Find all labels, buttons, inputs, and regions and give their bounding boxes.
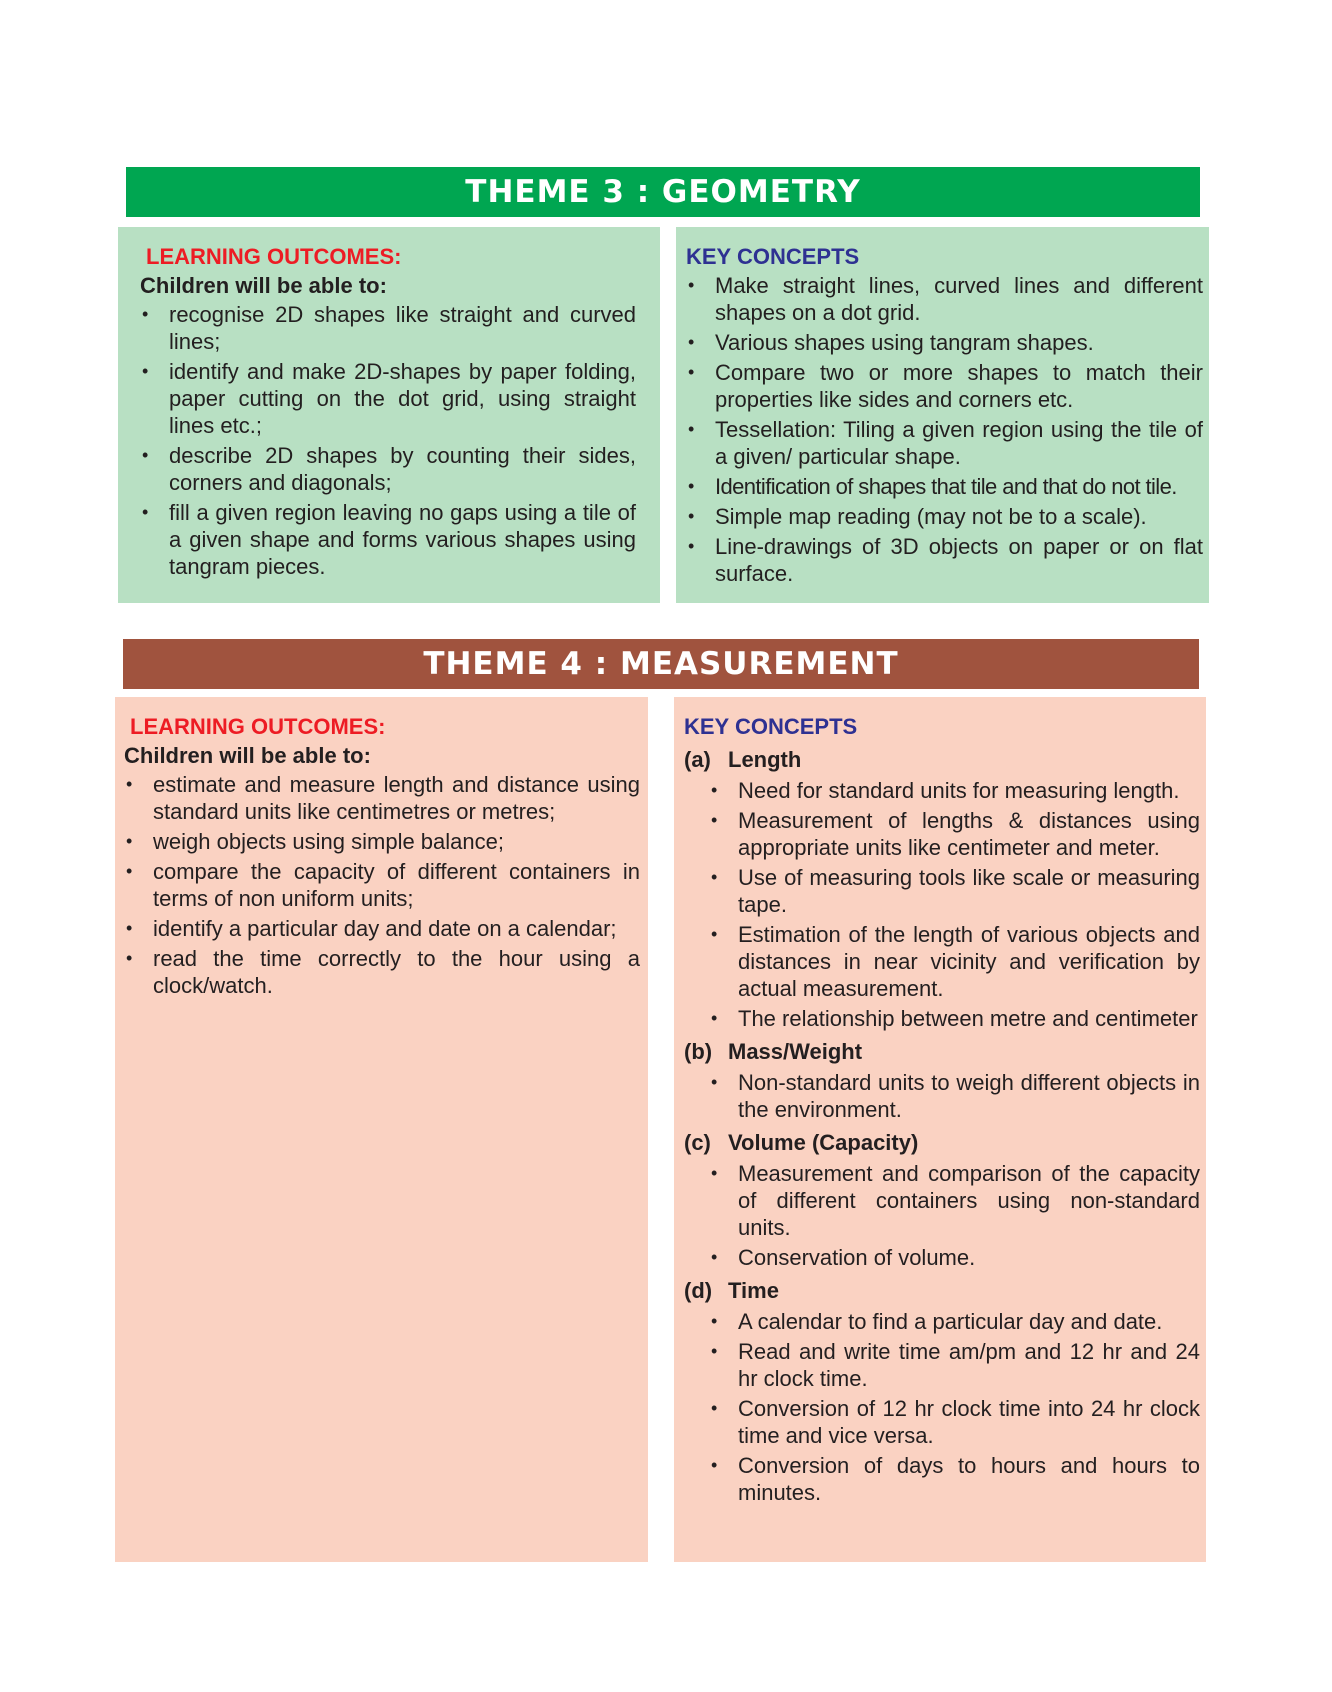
theme3-key-concepts-panel <box>676 227 1209 603</box>
list-item: • identify and make 2D-shapes by paper folding, paper cutting on the dot grid, using straight lines etc.; <box>140 358 636 439</box>
time-list <box>684 1308 1200 1506</box>
list-item: • Conservation of volume. <box>709 1244 1200 1271</box>
theme4-lo-list <box>124 771 640 999</box>
list-item: • recognise 2D shapes like straight and curved lines; <box>140 301 636 355</box>
list-item: • weigh objects using simple balance; <box>124 828 640 855</box>
list-item: • Conversion of 12 hr clock time into 24 hr clock time and vice versa. <box>709 1395 1200 1449</box>
list-item: • Read and write time am/pm and 12 hr and 24 hr clock time. <box>709 1338 1200 1392</box>
theme4-kc-heading: KEY CONCEPTS <box>684 714 858 739</box>
theme4-banner <box>123 639 1199 689</box>
list-item: • estimate and measure length and distance using standard units like centimetres or metres; <box>124 771 640 825</box>
list-item: • Tessellation: Tiling a given region using the tile of a given/ particular shape. <box>686 416 1203 470</box>
theme3-banner <box>126 167 1200 217</box>
list-item: • Non-standard units to weigh different objects in the environment. <box>709 1069 1200 1123</box>
section-tag: (b) <box>684 1039 713 1064</box>
theme4-lo-heading: LEARNING OUTCOMES: <box>130 714 386 739</box>
list-item: • Measurement and comparison of the capacity of different containers using non-standard units. <box>709 1160 1200 1241</box>
list-item: • Line-drawings of 3D objects on paper or on flat surface. <box>686 533 1203 587</box>
list-item: • Need for standard units for measuring length. <box>709 777 1200 804</box>
list-item: • compare the capacity of different containers in terms of non uniform units; <box>124 858 640 912</box>
volume-list <box>684 1160 1200 1271</box>
list-item: • Measurement of lengths & distances using appropriate units like centimeter and meter. <box>709 807 1200 861</box>
theme3-learning-outcomes-panel <box>118 227 660 603</box>
theme3-kc-list <box>686 272 1203 587</box>
list-item: • fill a given region leaving no gaps using a tile of a given shape and forms various shapes using tangram pieces. <box>140 499 636 580</box>
list-item: • Use of measuring tools like scale or measuring tape. <box>709 864 1200 918</box>
theme3-lo-list <box>140 301 636 580</box>
theme3-title: THEME 3 : GEOMETRY <box>465 174 861 210</box>
section-title: Volume (Capacity) <box>728 1130 919 1155</box>
list-item: • Estimation of the length of various objects and distances in near vicinity and verification by actual measurement. <box>709 921 1200 1002</box>
list-item: • Identification of shapes that tile and that do not tile. <box>686 473 1203 500</box>
section-title: Mass/Weight <box>728 1039 863 1064</box>
section-tag: (a) <box>684 747 711 772</box>
list-item: • read the time correctly to the hour using a clock/watch. <box>124 945 640 999</box>
section-title: Time <box>728 1278 779 1303</box>
section-heading-length <box>684 746 1200 773</box>
section-heading-volume <box>684 1129 1200 1156</box>
list-item: • describe 2D shapes by counting their sides, corners and diagonals; <box>140 442 636 496</box>
theme3-kc-heading: KEY CONCEPTS <box>686 244 860 269</box>
theme3-lo-heading: LEARNING OUTCOMES: <box>146 244 402 269</box>
section-heading-mass-weight <box>684 1038 1200 1065</box>
list-item: • Compare two or more shapes to match their properties like sides and corners etc. <box>686 359 1203 413</box>
section-tag: (d) <box>684 1278 713 1303</box>
theme4-learning-outcomes-panel <box>115 697 648 1562</box>
section-title: Length <box>728 747 802 772</box>
list-item: • Simple map reading (may not be to a scale). <box>686 503 1203 530</box>
list-item: • A calendar to find a particular day and date. <box>709 1308 1200 1335</box>
theme4-title: THEME 4 : MEASUREMENT <box>423 646 899 682</box>
theme3-lo-intro: Children will be able to: <box>140 273 387 298</box>
list-item: • identify a particular day and date on a calendar; <box>124 915 640 942</box>
theme4-key-concepts-panel <box>674 697 1206 1562</box>
section-tag: (c) <box>684 1130 711 1155</box>
mass-weight-list <box>684 1069 1200 1123</box>
list-item: • Make straight lines, curved lines and different shapes on a dot grid. <box>686 272 1203 326</box>
length-list <box>684 777 1200 1032</box>
list-item: • The relationship between metre and centimeter <box>709 1005 1200 1032</box>
theme4-lo-intro: Children will be able to: <box>124 743 371 768</box>
list-item: • Conversion of days to hours and hours to minutes. <box>709 1452 1200 1506</box>
section-heading-time <box>684 1277 1200 1304</box>
list-item: • Various shapes using tangram shapes. <box>686 329 1203 356</box>
